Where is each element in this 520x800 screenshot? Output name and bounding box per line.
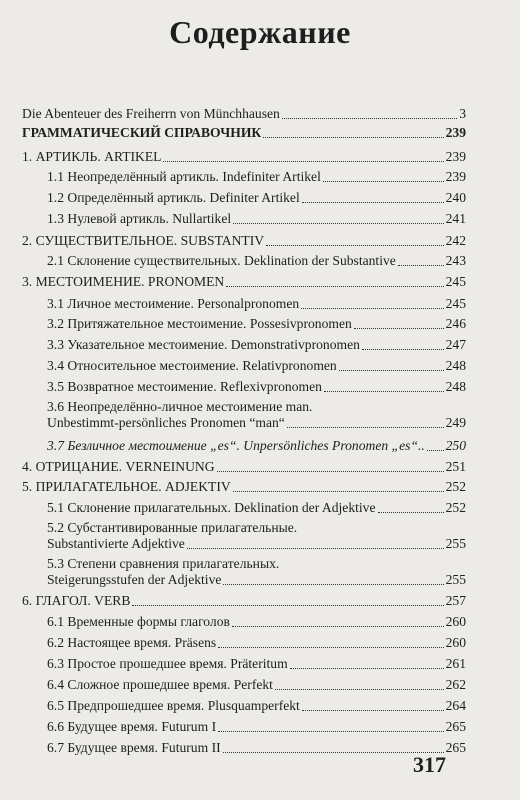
toc-entry-page: 249 <box>445 415 466 430</box>
dot-leader <box>398 265 444 266</box>
dot-leader <box>282 118 457 119</box>
dot-leader <box>354 328 444 329</box>
toc-entry-title: 3.5 Возвратное местоимение. Reflexivpronomen <box>47 379 322 394</box>
toc-entry-page: 260 <box>445 614 466 629</box>
toc-entry-page: 252 <box>445 479 466 494</box>
toc-entry <box>22 379 466 395</box>
toc-entry-title: 3.1 Личное местоимение. Personalpronomen <box>47 296 300 311</box>
toc-entry-page: 257 <box>445 593 466 608</box>
toc-entry-page: 246 <box>445 316 466 331</box>
dot-leader <box>223 752 444 753</box>
toc-entry <box>22 635 466 651</box>
dot-leader <box>301 308 443 309</box>
toc-entry-title: 3. МЕСТОИМЕНИЕ. PRONOMEN <box>22 274 225 289</box>
toc-entry-page: 245 <box>445 274 466 289</box>
dot-leader <box>218 647 443 648</box>
toc-entry-page: 247 <box>445 337 466 352</box>
toc-entry-title: 1. АРТИКЛЬ. ARTIKEL <box>22 149 162 164</box>
page-title: Содержание <box>169 14 351 50</box>
toc-entry <box>22 556 466 588</box>
dot-leader <box>324 391 444 392</box>
toc-entry <box>22 740 466 756</box>
toc-entry-page: 241 <box>445 211 466 226</box>
toc-entry-title: 6.4 Сложное прошедшее время. Perfekt <box>47 677 273 692</box>
dot-leader <box>362 349 444 350</box>
toc-entry-page: 239 <box>445 149 466 164</box>
toc-entry-page: 260 <box>445 635 466 650</box>
toc-entry-page: 243 <box>445 253 466 268</box>
dot-leader <box>187 548 444 549</box>
toc-entry-title: 6.1 Временные формы глаголов <box>47 614 230 629</box>
dot-leader <box>218 731 444 732</box>
toc-entry-title: 6.3 Простое прошедшее время. Präteritum <box>47 656 288 671</box>
dot-leader <box>323 181 444 182</box>
toc-entry <box>22 253 466 269</box>
toc-entry-page: 248 <box>445 379 466 394</box>
toc-entry-page: 250 <box>445 438 466 453</box>
toc-entry-title: 3.2 Притяжательное местоимение. Possesivpronomen <box>47 316 352 331</box>
toc-entry <box>22 316 466 332</box>
toc-entry <box>22 358 466 374</box>
toc-entry-page: 3 <box>459 106 466 121</box>
toc-entry-page: 255 <box>445 536 466 551</box>
toc-entry-title: 5.3 Степени сравнения прилагательных. <box>47 556 280 571</box>
toc-entry-title: Steigerungsstufen der Adjektive <box>47 572 222 587</box>
dot-leader <box>233 491 444 492</box>
dot-leader <box>290 668 444 669</box>
toc-entry <box>22 233 466 249</box>
toc-entry-title: 2.1 Склонение существительных. Deklination der Substantive <box>47 253 396 268</box>
toc-entry <box>22 337 466 353</box>
toc-entry <box>22 399 466 431</box>
toc-entry-title: 1.3 Нулевой артикль. Nullartikel <box>47 211 232 226</box>
toc-entry <box>22 190 466 206</box>
toc-entry-page: 251 <box>445 459 466 474</box>
dot-leader <box>302 202 444 203</box>
toc-entry <box>22 106 466 122</box>
dot-leader <box>263 137 443 138</box>
toc-entry-page: 255 <box>445 572 466 587</box>
toc-entry-title: ГРАММАТИЧЕСКИЙ СПРАВОЧНИК <box>22 125 262 140</box>
toc-entry-page: 242 <box>445 233 466 248</box>
toc-entry-title: Substantivierte Adjektive <box>47 536 185 551</box>
toc-entry <box>22 719 466 735</box>
toc-entry-title: 3.6 Неопределённо-личное местоимение man. <box>47 399 313 414</box>
toc-entry-title: 3.4 Относительное местоимение. Relativpronomen <box>47 358 337 373</box>
toc-entry <box>22 211 466 227</box>
toc-entry-page: 265 <box>445 740 466 755</box>
toc-entry-page: 252 <box>445 500 466 515</box>
toc-entry-page: 248 <box>445 358 466 373</box>
dot-leader <box>217 471 444 472</box>
toc-entry-title: 4. ОТРИЦАНИЕ. VERNEINUNG <box>22 459 215 474</box>
toc-entry-title: 6.2 Настоящее время. Präsens <box>47 635 217 650</box>
toc-entry-page: 240 <box>445 190 466 205</box>
toc-entry-title: 2. СУЩЕСТВИТЕЛЬНОЕ. SUBSTANTIV <box>22 233 265 248</box>
dot-leader <box>266 245 444 246</box>
dot-leader <box>378 512 444 513</box>
dot-leader <box>163 161 443 162</box>
toc-entry <box>22 520 466 552</box>
toc-entry <box>22 125 466 141</box>
toc-entry-page: 261 <box>445 656 466 671</box>
toc-entry-title: 3.3 Указательное местоимение. Demonstrativpronomen <box>47 337 360 352</box>
toc-entry <box>22 274 466 290</box>
dot-leader <box>427 450 444 451</box>
dot-leader <box>226 286 443 287</box>
toc-entry-title: 1.2 Определённый артикль. Definiter Artikel <box>47 190 300 205</box>
toc-entry <box>22 593 466 609</box>
dot-leader <box>302 710 444 711</box>
toc-entry-title: 3.7 Безличное местоимение „es“. Unpersönliches Pronomen „es“.. <box>47 438 425 453</box>
toc-entry-page: 262 <box>445 677 466 692</box>
toc-entry-title: 6. ГЛАГОЛ. VERB <box>22 593 131 608</box>
toc-entry <box>22 296 466 312</box>
dot-leader <box>287 427 444 428</box>
toc-entry <box>22 149 466 165</box>
toc-entry-title: 5.2 Субстантивированные прилагательные. <box>47 520 298 535</box>
toc-entry-title: 5. ПРИЛАГАТЕЛЬНОЕ. ADJEKTIV <box>22 479 231 494</box>
toc-entry-title: 5.1 Склонение прилагательных. Deklination der Adjektive <box>47 500 376 515</box>
toc-entry <box>22 500 466 516</box>
toc-entry-title: 1.1 Неопределённый артикль. Indefiniter Artikel <box>47 169 321 184</box>
toc-entry <box>22 656 466 672</box>
dot-leader <box>339 370 444 371</box>
toc-entry <box>22 459 466 475</box>
dot-leader <box>233 223 443 224</box>
toc-entry <box>22 479 466 495</box>
toc-entry-title: 6.6 Будущее время. Futurum I <box>47 719 217 734</box>
page-number: 317 <box>413 752 446 777</box>
toc-entry <box>22 677 466 693</box>
toc-entry-title: 6.7 Будущее время. Futurum II <box>47 740 221 755</box>
toc-entry-title: 6.5 Предпрошедшее время. Plusquamperfekt <box>47 698 300 713</box>
toc-entry <box>22 169 466 185</box>
dot-leader <box>132 605 443 606</box>
dot-leader <box>223 584 443 585</box>
toc-entry <box>22 438 466 454</box>
toc-entry-page: 245 <box>445 296 466 311</box>
toc-entry-title: Unbestimmt-persönliches Pronomen “man“ <box>47 415 285 430</box>
toc-entry-page: 239 <box>445 169 466 184</box>
toc-entry-page: 265 <box>445 719 466 734</box>
toc-entry-page: 264 <box>445 698 466 713</box>
toc-entry <box>22 698 466 714</box>
dot-leader <box>232 626 444 627</box>
toc-entry-title: Die Abenteuer des Freiherrn von Münchhausen <box>22 106 280 121</box>
toc-entry <box>22 614 466 630</box>
dot-leader <box>275 689 444 690</box>
toc-entry-page: 239 <box>445 125 466 140</box>
